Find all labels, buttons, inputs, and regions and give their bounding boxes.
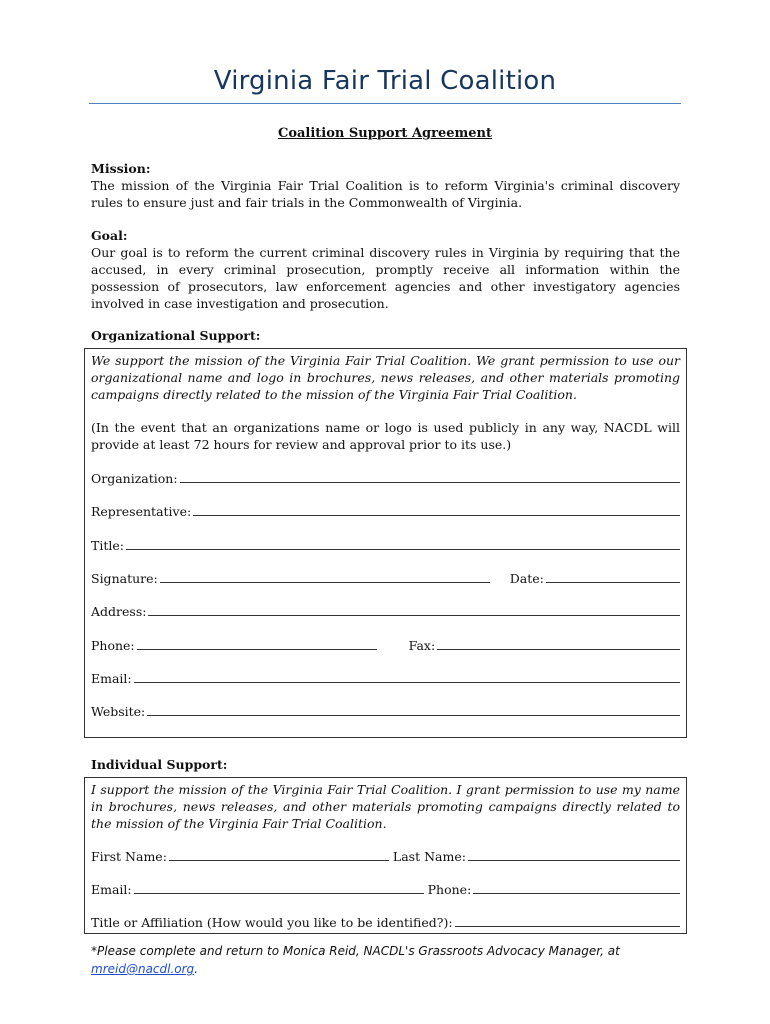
organization-label: Organization: [91,471,178,486]
last-name-label: Last Name: [392,849,466,864]
fax-label: Fax: [408,638,436,653]
individual-email-input-line[interactable] [134,893,424,894]
organization-field[interactable] [91,469,680,487]
website-field[interactable] [91,702,680,720]
address-label: Address: [91,604,147,619]
page-title: Virginia Fair Trial Coalition [213,66,557,96]
date-input-line[interactable] [546,582,680,583]
org-support-heading: Organizational Support: [91,328,261,343]
return-instructions-period: . [194,962,198,976]
return-instructions [91,942,680,978]
individual-phone-input-line[interactable] [473,893,680,894]
signature-date-row [91,569,680,587]
signature-input-line[interactable] [160,582,490,583]
contact-email-link[interactable]: mreid@nacdl.org [91,962,195,976]
title-divider [89,103,681,104]
signature-label: Signature: [91,571,158,586]
email-label: Email: [91,671,132,686]
name-row [91,847,680,865]
title-field[interactable] [91,536,680,554]
website-input-line[interactable] [147,715,680,716]
goal-text: Our goal is to reform the current criminal discovery rules in Virginia by requiring that the accused, in every criminal prosecution, promptly receive all information within the possession of prosecutors, law enforcement agencies and other investigatory agencies involved in case investigation and prosecution. [91,245,680,311]
phone-label: Phone: [91,638,135,653]
fax-input-line[interactable] [437,649,680,650]
representative-input-line[interactable] [193,515,680,516]
last-name-input-line[interactable] [468,860,680,861]
phone-fax-row [91,636,680,654]
org-statement: We support the mission of the Virginia Fair Trial Coalition. We grant permission to use our organizational name and logo in brochures, news releases, and other materials promoting campaigns directly related to the mission of the Virginia Fair Trial Coalition. [91,353,680,402]
individual-statement: I support the mission of the Virginia Fair Trial Coalition. I grant permission to use my name in brochures, news releases, and other materials promoting campaigns directly related to the mission of the Virginia Fair Trial Coalition. [91,782,680,831]
date-label: Date: [509,571,544,586]
individual-email-phone-row [91,880,680,898]
individual-phone-label: Phone: [427,882,472,897]
organization-input-line[interactable] [180,482,680,483]
affiliation-input-line[interactable] [455,926,680,927]
document-subtitle: Coalition Support Agreement [277,126,493,141]
representative-label: Representative: [91,504,192,519]
mission-heading: Mission: [91,161,151,176]
address-input-line[interactable] [148,615,680,616]
phone-input-line[interactable] [137,649,377,650]
individual-support-heading: Individual Support: [91,757,228,772]
first-name-label: First Name: [91,849,167,864]
address-field[interactable] [91,602,680,620]
website-label: Website: [91,704,146,719]
return-instructions-text: *Please complete and return to Monica Reid, NACDL's Grassroots Advocacy Manager, at [91,944,620,958]
title-input-line[interactable] [126,549,680,550]
representative-field[interactable] [91,502,680,520]
first-name-input-line[interactable] [169,860,389,861]
affiliation-field[interactable] [91,913,680,931]
title-label: Title: [91,538,124,553]
goal-section [91,227,680,312]
mission-section [91,160,680,211]
affiliation-label: Title or Affiliation (How would you like to be identified?): [91,915,453,930]
email-field[interactable] [91,669,680,687]
email-input-line[interactable] [134,682,680,683]
goal-heading: Goal: [91,228,128,243]
mission-text: The mission of the Virginia Fair Trial Coalition is to reform Virginia's criminal discovery rules to ensure just and fair trials in the Commonwealth of Virginia. [91,178,680,210]
org-usage-note: (In the event that an organizations name or logo is used publicly in any way, NACDL will provide at least 72 hours for review and approval prior to its use.) [91,420,680,452]
individual-email-label: Email: [91,882,132,897]
